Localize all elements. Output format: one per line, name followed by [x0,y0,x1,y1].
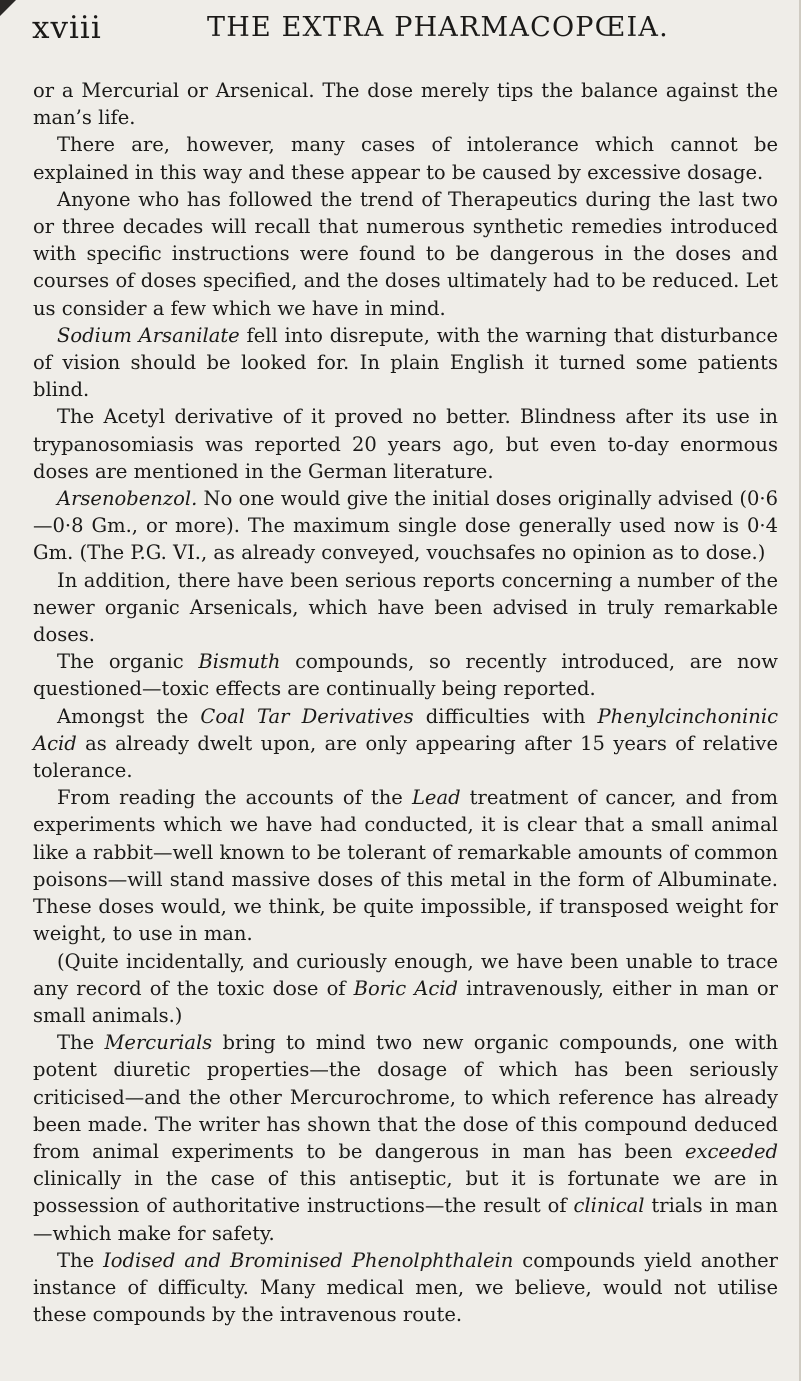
text-run: trials in man—which make for safety. [33,1194,778,1245]
text-run: or a Mercurial or Arsenical. The dose merely tips the balance against the man’s life. [33,79,778,130]
italic-run: exceeded [684,1139,778,1163]
text-run: The [57,1248,104,1272]
italic-run: Iodised and Brominised Phenolphthalein [103,1248,514,1272]
italic-run: Phenylcinchoninic Acid [33,704,779,755]
text-run: intravenously, either in man or small animals.) [33,976,778,1027]
italic-run: Sodium Arsanilate [57,323,240,347]
text-run: fell into disrepute, with the warning that disturbance of vision should be looked for. In plain English it turned some patients blind. [33,323,778,402]
italic-run: Mercurials [104,1031,213,1055]
text-run: compounds yield another instance of difficulty. Many medical men, we believe, would not utilise these compounds by the intravenous route. [33,1248,778,1327]
italic-run: Lead [411,786,461,810]
paragraph [33,1029,778,1247]
text-run: bring to mind two new organic compounds, one with potent diuretic properties—the dosage of which has been seriously criticised—and the other Mercurochrome, to which reference has already been made. The writer has shown that the dose of this compound deduced from animal experiments to be dangerous in man has been [33,1031,778,1163]
paragraph [33,648,778,702]
paragraph [33,186,778,322]
paragraph [33,948,778,1030]
text-run: Anyone who has followed the trend of Therapeutics during the last two or three decades will recall that numerous synthetic remedies introduced with specific instructions were found to be dangerous in the doses and courses of doses specified, and the doses ultimately had to be reduced. Let us consider a few which we have in mind. [33,187,778,320]
text-run: compounds, so recently introduced, are now questioned—toxic effects are continually being reported. [33,650,778,701]
paragraph [33,567,778,649]
body-text [33,77,778,1328]
italic-run: clinical [573,1194,645,1218]
text-run: No one would give the initial doses originally advised (0·6—0·8 Gm., or more). The maximum single dose generally used now is 0·4 Gm. (The P.G. VI., as already conveyed, vouchsafes no opinion as to dose.) [33,487,778,565]
paragraph [33,784,778,947]
paragraph [33,77,778,131]
paragraph [33,1247,778,1329]
text-run: The [57,1031,105,1055]
running-title: THE EXTRA PHARMACOPŒIA. [207,12,669,43]
text-run: clinically in the case of this antiseptic, but it is fortunate we are in possession of authoritative instructions—the result of [33,1167,778,1218]
text-run: In addition, there have been serious reports concerning a number of the newer organic Arsenicals, which have been advised in truly remarkable doses. [33,568,778,647]
italic-run: Boric Acid [353,976,459,1000]
text-run: There are, however, many cases of intolerance which cannot be explained in this way and these appear to be caused by excessive dosage. [33,133,778,184]
italic-run: Bismuth [198,650,281,674]
text-run: as already dwelt upon, are only appearing after 15 years of relative tolerance. [33,731,778,783]
text-run: Amongst the [57,704,201,728]
page-number: xviii [32,10,102,46]
italic-run: Arsenobenzol. [57,487,198,511]
paragraph [33,703,778,785]
text-run: The Acetyl derivative of it proved no better. Blindness after its use in trypanosomiasis was reported 20 years ago, but even to-day enormous doses are mentioned in the German literature. [33,405,778,483]
text-run: From reading the accounts of the [57,786,412,810]
text-run: treatment of cancer, and from experiments which we have had conducted, it is clear that a small animal like a rabbit—well known to be tolerant of remarkable amounts of common poisons—will stand massive doses of this metal in the form of Albuminate. These doses would, we think, be quite impossible, if transposed weight for weight, to use in man. [33,786,778,946]
italic-run: Coal Tar Derivatives [200,704,414,728]
paragraph [33,403,778,485]
running-header [32,8,780,48]
paragraph [33,322,778,404]
paragraph [33,485,778,567]
text-run: difficulties with [413,704,598,728]
text-run: The organic [57,650,199,674]
text-run: (Quite incidentally, and curiously enough, we have been unable to trace any record of the toxic dose of [33,949,778,1000]
page-corner-mark [0,0,16,16]
paragraph [33,131,778,185]
